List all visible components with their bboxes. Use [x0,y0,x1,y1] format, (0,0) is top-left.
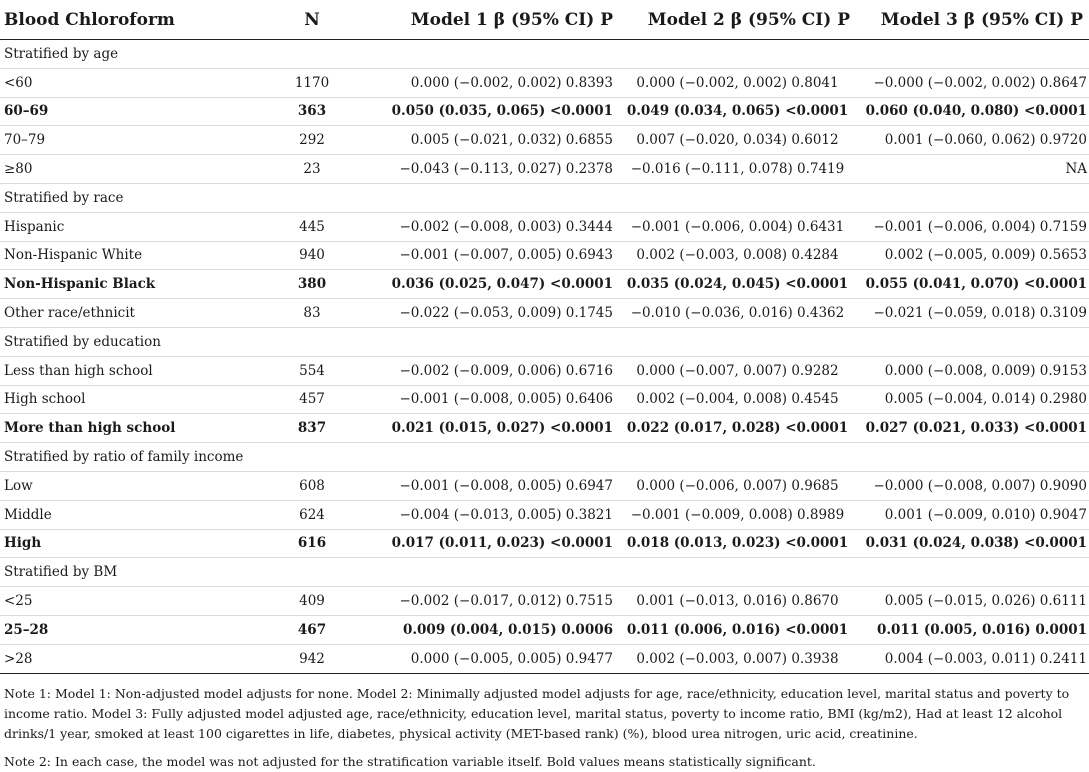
table-row [0,241,1089,270]
model-1-value: 0.000 (−0.005, 0.005) 0.9477 [362,644,619,673]
model-3-value: 0.001 (−0.009, 0.010) 0.9047 [856,500,1089,529]
model-2-value: 0.002 (−0.003, 0.008) 0.4284 [619,241,856,270]
model-2-value: 0.001 (−0.013, 0.016) 0.8670 [619,587,856,616]
section-row [0,558,1089,587]
row-n: 23 [262,155,362,184]
table-row [0,529,1089,558]
table-row [0,587,1089,616]
row-label: High [0,529,262,558]
header-model-1: Model 1 β (95% CI) P [362,0,619,40]
table-row [0,212,1089,241]
row-n: 616 [262,529,362,558]
row-n: 608 [262,471,362,500]
table-row [0,126,1089,155]
model-1-value: 0.050 (0.035, 0.065) <0.0001 [362,97,619,126]
note-1: Note 1: Model 1: Non-adjusted model adjusts for none. Model 2: Minimally adjusted model adjusts for age, race/ethnicity, education level, marital status and poverty to income ratio. Model 3: Fully adjusted model adjusted age, race/ethnicity, education level, marital status, poverty to income ratio, BMI (kg/m2), Had at least 12 alcohol drinks/1 year, smoked at least 100 cigarettes in life, diabetes, physical activity (MET-based rank) (%), blood urea nitrogen, uric acid, creatinine. [4,685,1070,741]
model-1-value: −0.002 (−0.017, 0.012) 0.7515 [362,587,619,616]
model-3-value: 0.031 (0.024, 0.038) <0.0001 [856,529,1089,558]
row-label: <60 [0,68,262,97]
model-2-value: −0.010 (−0.036, 0.016) 0.4362 [619,299,856,328]
model-1-value: −0.002 (−0.008, 0.003) 0.3444 [362,212,619,241]
table-row [0,385,1089,414]
section-title: Stratified by ratio of family income [0,443,1089,472]
row-n: 1170 [262,68,362,97]
model-2-value: −0.001 (−0.006, 0.004) 0.6431 [619,212,856,241]
model-2-value: 0.002 (−0.004, 0.008) 0.4545 [619,385,856,414]
row-label: High school [0,385,262,414]
header-row [0,0,1089,40]
section-title: Stratified by education [0,327,1089,356]
row-label: More than high school [0,414,262,443]
table-row [0,270,1089,299]
table-body [0,40,1089,674]
model-3-value: 0.000 (−0.008, 0.009) 0.9153 [856,356,1089,385]
row-label: Middle [0,500,262,529]
table-row [0,500,1089,529]
model-3-value: 0.004 (−0.003, 0.011) 0.2411 [856,644,1089,673]
model-3-value: 0.027 (0.021, 0.033) <0.0001 [856,414,1089,443]
table-row [0,68,1089,97]
model-1-value: −0.001 (−0.007, 0.005) 0.6943 [362,241,619,270]
model-1-value: 0.000 (−0.002, 0.002) 0.8393 [362,68,619,97]
row-label: 70–79 [0,126,262,155]
model-3-value: NA [856,155,1089,184]
model-2-value: 0.002 (−0.003, 0.007) 0.3938 [619,644,856,673]
table-row [0,615,1089,644]
row-label: ≥80 [0,155,262,184]
section-row [0,183,1089,212]
table-row [0,97,1089,126]
row-n: 83 [262,299,362,328]
header-model-2: Model 2 β (95% CI) P [619,0,856,40]
model-3-value: 0.005 (−0.004, 0.014) 0.2980 [856,385,1089,414]
table-row [0,299,1089,328]
table-row [0,155,1089,184]
model-1-value: −0.001 (−0.008, 0.005) 0.6406 [362,385,619,414]
row-n: 942 [262,644,362,673]
row-label: Hispanic [0,212,262,241]
row-label: Less than high school [0,356,262,385]
model-3-value: 0.005 (−0.015, 0.026) 0.6111 [856,587,1089,616]
row-label: Non-Hispanic Black [0,270,262,299]
model-2-value: −0.001 (−0.009, 0.008) 0.8989 [619,500,856,529]
section-title: Stratified by BM [0,558,1089,587]
row-n: 409 [262,587,362,616]
row-n: 380 [262,270,362,299]
model-2-value: 0.018 (0.013, 0.023) <0.0001 [619,529,856,558]
section-title: Stratified by age [0,40,1089,69]
row-label: Other race/ethnicit [0,299,262,328]
row-label: 60–69 [0,97,262,126]
note-2: Note 2: In each case, the model was not adjusted for the stratification variable itself. Bold values means statistically significant. [4,753,816,769]
model-2-value: 0.000 (−0.006, 0.007) 0.9685 [619,471,856,500]
model-3-value: 0.002 (−0.005, 0.009) 0.5653 [856,241,1089,270]
row-n: 292 [262,126,362,155]
model-3-value: 0.011 (0.005, 0.016) 0.0001 [856,615,1089,644]
table-row [0,356,1089,385]
row-label: Low [0,471,262,500]
table-row [0,414,1089,443]
model-1-value: −0.004 (−0.013, 0.005) 0.3821 [362,500,619,529]
model-1-value: 0.009 (0.004, 0.015) 0.0006 [362,615,619,644]
model-3-value: −0.000 (−0.002, 0.002) 0.8647 [856,68,1089,97]
section-row [0,40,1089,69]
model-2-value: 0.007 (−0.020, 0.034) 0.6012 [619,126,856,155]
model-2-value: 0.022 (0.017, 0.028) <0.0001 [619,414,856,443]
model-1-value: 0.021 (0.015, 0.027) <0.0001 [362,414,619,443]
model-1-value: 0.017 (0.011, 0.023) <0.0001 [362,529,619,558]
model-2-value: 0.035 (0.024, 0.045) <0.0001 [619,270,856,299]
model-3-value: −0.001 (−0.006, 0.004) 0.7159 [856,212,1089,241]
table-row [0,471,1089,500]
row-label: 25–28 [0,615,262,644]
row-label: >28 [0,644,262,673]
model-1-value: −0.002 (−0.009, 0.006) 0.6716 [362,356,619,385]
row-n: 457 [262,385,362,414]
header-n: N [262,0,362,40]
model-3-value: 0.060 (0.040, 0.080) <0.0001 [856,97,1089,126]
row-label: <25 [0,587,262,616]
model-2-value: −0.016 (−0.111, 0.078) 0.7419 [619,155,856,184]
section-row [0,443,1089,472]
table-notes [0,674,1089,772]
model-1-value: 0.036 (0.025, 0.047) <0.0001 [362,270,619,299]
model-2-value: 0.011 (0.006, 0.016) <0.0001 [619,615,856,644]
model-2-value: 0.049 (0.034, 0.065) <0.0001 [619,97,856,126]
row-label: Non-Hispanic White [0,241,262,270]
model-3-value: 0.055 (0.041, 0.070) <0.0001 [856,270,1089,299]
row-n: 624 [262,500,362,529]
model-1-value: 0.005 (−0.021, 0.032) 0.6855 [362,126,619,155]
model-2-value: 0.000 (−0.007, 0.007) 0.9282 [619,356,856,385]
header-blood-chloroform: Blood Chloroform [0,0,262,40]
model-1-value: −0.001 (−0.008, 0.005) 0.6947 [362,471,619,500]
model-2-value: 0.000 (−0.002, 0.002) 0.8041 [619,68,856,97]
model-3-value: −0.000 (−0.008, 0.007) 0.9090 [856,471,1089,500]
section-row [0,327,1089,356]
header-model-3: Model 3 β (95% CI) P [856,0,1089,40]
row-n: 445 [262,212,362,241]
row-n: 363 [262,97,362,126]
row-n: 554 [262,356,362,385]
model-3-value: −0.021 (−0.059, 0.018) 0.3109 [856,299,1089,328]
section-title: Stratified by race [0,183,1089,212]
row-n: 837 [262,414,362,443]
row-n: 467 [262,615,362,644]
model-1-value: −0.043 (−0.113, 0.027) 0.2378 [362,155,619,184]
row-n: 940 [262,241,362,270]
model-1-value: −0.022 (−0.053, 0.009) 0.1745 [362,299,619,328]
model-3-value: 0.001 (−0.060, 0.062) 0.9720 [856,126,1089,155]
table-row [0,644,1089,673]
